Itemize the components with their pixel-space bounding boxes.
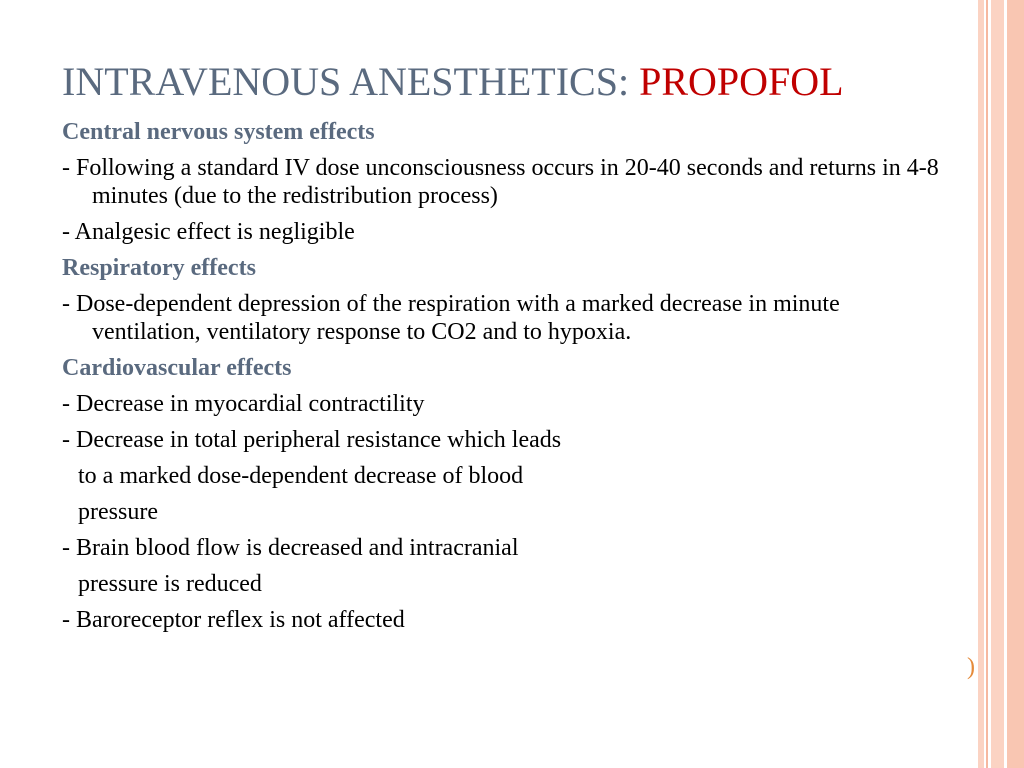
bullet-line: - Baroreceptor reflex is not affected [62, 607, 405, 633]
slide-title [62, 58, 962, 106]
bullet-line: - Following a standard IV dose unconsciousness occurs in 20-40 seconds and returns in 4-8 minutes (due to the redistribution process) [62, 155, 939, 209]
title-accent: PROPOFOL [639, 59, 844, 104]
stripe [991, 0, 1004, 768]
bullet-line: - Brain blood flow is decreased and intracranial [62, 535, 519, 561]
bullet-line: - Dose-dependent depression of the respiration with a marked decrease in minute ventilation, ventilatory response to CO2 and to hypoxia. [62, 291, 840, 345]
title-text: INTRAVENOUS ANESTHETICS: [62, 59, 640, 104]
bullet-continuation: to a marked dose-dependent decrease of blood [78, 463, 524, 489]
slide-body [62, 118, 942, 642]
edge-glyph: ) [967, 654, 975, 680]
bullet-line: - Analgesic effect is negligible [62, 219, 355, 245]
bullet-continuation: pressure [78, 499, 158, 525]
bullet-line: - Decrease in myocardial contractility [62, 391, 425, 417]
section-heading-cardiovascular: Cardiovascular effects [62, 355, 292, 381]
section-heading-cns: Central nervous system effects [62, 119, 375, 145]
decorative-stripes [978, 0, 1024, 768]
section-heading-respiratory: Respiratory effects [62, 255, 256, 281]
stripe [978, 0, 984, 768]
stripe [986, 0, 988, 768]
bullet-continuation: pressure is reduced [78, 571, 262, 597]
stripe [1007, 0, 1024, 768]
bullet-line: - Decrease in total peripheral resistance which leads [62, 427, 562, 453]
